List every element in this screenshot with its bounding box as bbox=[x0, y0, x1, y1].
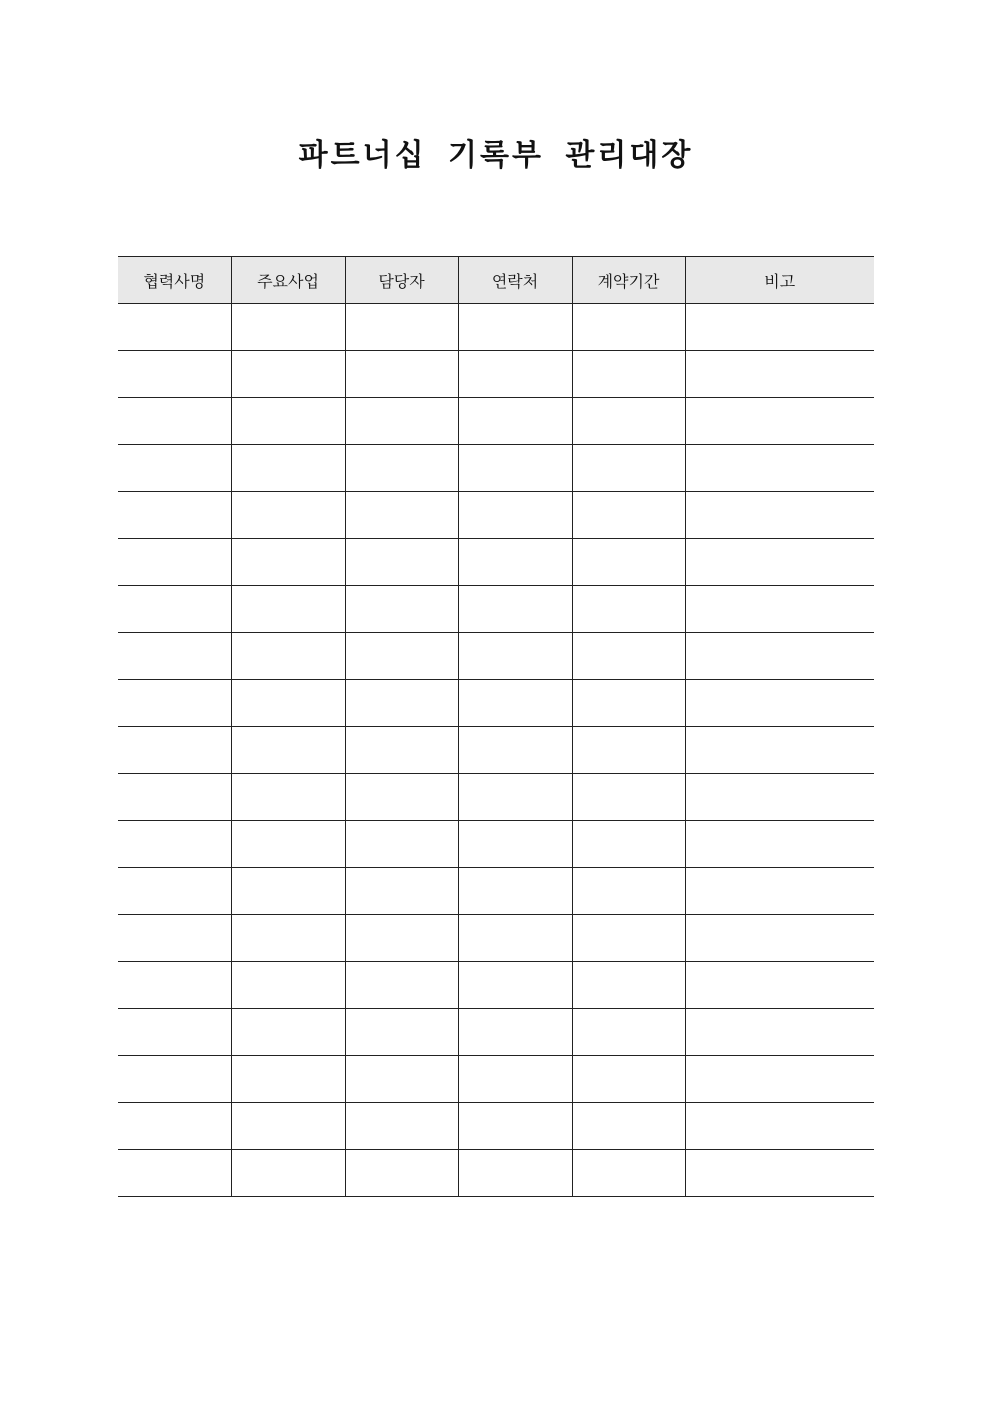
main-business-cell[interactable] bbox=[231, 962, 345, 1009]
contract-period-cell[interactable] bbox=[572, 962, 685, 1009]
remarks-cell[interactable] bbox=[685, 1103, 874, 1150]
phone-cell[interactable] bbox=[458, 539, 572, 586]
partner-name-cell[interactable] bbox=[118, 492, 231, 539]
phone-cell[interactable] bbox=[458, 868, 572, 915]
partner-name-cell[interactable] bbox=[118, 727, 231, 774]
table-row bbox=[118, 586, 874, 633]
phone-cell[interactable] bbox=[458, 915, 572, 962]
contract-period-cell[interactable] bbox=[572, 304, 685, 351]
table-row bbox=[118, 445, 874, 492]
phone-cell[interactable] bbox=[458, 727, 572, 774]
main-business-cell[interactable] bbox=[231, 539, 345, 586]
contract-period-cell[interactable] bbox=[572, 1103, 685, 1150]
contact-person-cell[interactable] bbox=[345, 398, 458, 445]
phone-cell[interactable] bbox=[458, 492, 572, 539]
contract-period-cell[interactable] bbox=[572, 680, 685, 727]
contract-period-cell[interactable] bbox=[572, 774, 685, 821]
partner-name-cell[interactable] bbox=[118, 633, 231, 680]
main-business-cell[interactable] bbox=[231, 727, 345, 774]
remarks-cell[interactable] bbox=[685, 962, 874, 1009]
column-header-phone: 연락처 bbox=[458, 257, 572, 304]
remarks-cell[interactable] bbox=[685, 774, 874, 821]
table-header-row bbox=[118, 257, 874, 304]
contact-person-cell[interactable] bbox=[345, 351, 458, 398]
contract-period-cell[interactable] bbox=[572, 539, 685, 586]
table-row bbox=[118, 821, 874, 868]
contact-person-cell[interactable] bbox=[345, 1009, 458, 1056]
column-header-partner-name: 협력사명 bbox=[118, 257, 231, 304]
phone-cell[interactable] bbox=[458, 398, 572, 445]
contact-person-cell[interactable] bbox=[345, 304, 458, 351]
remarks-cell[interactable] bbox=[685, 398, 874, 445]
remarks-cell[interactable] bbox=[685, 304, 874, 351]
contract-period-cell[interactable] bbox=[572, 445, 685, 492]
contract-period-cell[interactable] bbox=[572, 868, 685, 915]
main-business-cell[interactable] bbox=[231, 586, 345, 633]
contact-person-cell[interactable] bbox=[345, 1056, 458, 1103]
table-row bbox=[118, 1009, 874, 1056]
contract-period-cell[interactable] bbox=[572, 633, 685, 680]
table-row bbox=[118, 1150, 874, 1197]
contract-period-cell[interactable] bbox=[572, 351, 685, 398]
contact-person-cell[interactable] bbox=[345, 633, 458, 680]
column-header-contract-period: 계약기간 bbox=[572, 257, 685, 304]
partner-name-cell[interactable] bbox=[118, 351, 231, 398]
remarks-cell[interactable] bbox=[685, 539, 874, 586]
contact-person-cell[interactable] bbox=[345, 821, 458, 868]
table-row bbox=[118, 351, 874, 398]
table-row bbox=[118, 962, 874, 1009]
contract-period-cell[interactable] bbox=[572, 1150, 685, 1197]
remarks-cell[interactable] bbox=[685, 492, 874, 539]
partner-name-cell[interactable] bbox=[118, 868, 231, 915]
contact-person-cell[interactable] bbox=[345, 539, 458, 586]
table-row bbox=[118, 1056, 874, 1103]
partner-name-cell[interactable] bbox=[118, 1009, 231, 1056]
contact-person-cell[interactable] bbox=[345, 727, 458, 774]
contract-period-cell[interactable] bbox=[572, 586, 685, 633]
main-business-cell[interactable] bbox=[231, 1009, 345, 1056]
contact-person-cell[interactable] bbox=[345, 445, 458, 492]
partner-name-cell[interactable] bbox=[118, 774, 231, 821]
remarks-cell[interactable] bbox=[685, 680, 874, 727]
partner-name-cell[interactable] bbox=[118, 1056, 231, 1103]
column-header-contact-person: 담당자 bbox=[345, 257, 458, 304]
main-business-cell[interactable] bbox=[231, 398, 345, 445]
contract-period-cell[interactable] bbox=[572, 915, 685, 962]
remarks-cell[interactable] bbox=[685, 1009, 874, 1056]
partner-name-cell[interactable] bbox=[118, 304, 231, 351]
main-business-cell[interactable] bbox=[231, 915, 345, 962]
contact-person-cell[interactable] bbox=[345, 1103, 458, 1150]
main-business-cell[interactable] bbox=[231, 1056, 345, 1103]
page-title: 파트너십 기록부 관리대장 bbox=[298, 138, 694, 173]
remarks-cell[interactable] bbox=[685, 821, 874, 868]
table-row bbox=[118, 727, 874, 774]
table-row bbox=[118, 774, 874, 821]
partner-name-cell[interactable] bbox=[118, 962, 231, 1009]
remarks-cell[interactable] bbox=[685, 586, 874, 633]
phone-cell[interactable] bbox=[458, 304, 572, 351]
table-row bbox=[118, 304, 874, 351]
remarks-cell[interactable] bbox=[685, 1056, 874, 1103]
table-row bbox=[118, 633, 874, 680]
table-row bbox=[118, 1103, 874, 1150]
contact-person-cell[interactable] bbox=[345, 774, 458, 821]
partner-name-cell[interactable] bbox=[118, 680, 231, 727]
main-business-cell[interactable] bbox=[231, 868, 345, 915]
partner-name-cell[interactable] bbox=[118, 398, 231, 445]
contract-period-cell[interactable] bbox=[572, 1056, 685, 1103]
partner-name-cell[interactable] bbox=[118, 586, 231, 633]
contact-person-cell[interactable] bbox=[345, 492, 458, 539]
main-business-cell[interactable] bbox=[231, 774, 345, 821]
table-row bbox=[118, 915, 874, 962]
contact-person-cell[interactable] bbox=[345, 1150, 458, 1197]
remarks-cell[interactable] bbox=[685, 915, 874, 962]
partnership-ledger-table bbox=[118, 256, 874, 1197]
contact-person-cell[interactable] bbox=[345, 680, 458, 727]
contact-person-cell[interactable] bbox=[345, 586, 458, 633]
partner-name-cell[interactable] bbox=[118, 1103, 231, 1150]
partner-name-cell[interactable] bbox=[118, 915, 231, 962]
table-row bbox=[118, 680, 874, 727]
phone-cell[interactable] bbox=[458, 1056, 572, 1103]
main-business-cell[interactable] bbox=[231, 633, 345, 680]
main-business-cell[interactable] bbox=[231, 1103, 345, 1150]
table-row bbox=[118, 398, 874, 445]
main-business-cell[interactable] bbox=[231, 821, 345, 868]
remarks-cell[interactable] bbox=[685, 633, 874, 680]
partner-name-cell[interactable] bbox=[118, 1150, 231, 1197]
phone-cell[interactable] bbox=[458, 680, 572, 727]
remarks-cell[interactable] bbox=[685, 868, 874, 915]
column-header-main-business: 주요사업 bbox=[231, 257, 345, 304]
contract-period-cell[interactable] bbox=[572, 492, 685, 539]
main-business-cell[interactable] bbox=[231, 1150, 345, 1197]
phone-cell[interactable] bbox=[458, 1009, 572, 1056]
remarks-cell[interactable] bbox=[685, 445, 874, 492]
main-business-cell[interactable] bbox=[231, 304, 345, 351]
remarks-cell[interactable] bbox=[685, 727, 874, 774]
partner-name-cell[interactable] bbox=[118, 821, 231, 868]
table-row bbox=[118, 539, 874, 586]
contact-person-cell[interactable] bbox=[345, 962, 458, 1009]
phone-cell[interactable] bbox=[458, 774, 572, 821]
phone-cell[interactable] bbox=[458, 1150, 572, 1197]
phone-cell[interactable] bbox=[458, 351, 572, 398]
contract-period-cell[interactable] bbox=[572, 727, 685, 774]
contract-period-cell[interactable] bbox=[572, 398, 685, 445]
contract-period-cell[interactable] bbox=[572, 1009, 685, 1056]
partner-name-cell[interactable] bbox=[118, 445, 231, 492]
remarks-cell[interactable] bbox=[685, 1150, 874, 1197]
table-row bbox=[118, 492, 874, 539]
main-business-cell[interactable] bbox=[231, 492, 345, 539]
contact-person-cell[interactable] bbox=[345, 915, 458, 962]
contact-person-cell[interactable] bbox=[345, 868, 458, 915]
main-business-cell[interactable] bbox=[231, 445, 345, 492]
column-header-remarks: 비고 bbox=[685, 257, 874, 304]
partner-name-cell[interactable] bbox=[118, 539, 231, 586]
main-business-cell[interactable] bbox=[231, 680, 345, 727]
table-row bbox=[118, 868, 874, 915]
phone-cell[interactable] bbox=[458, 821, 572, 868]
phone-cell[interactable] bbox=[458, 633, 572, 680]
phone-cell[interactable] bbox=[458, 1103, 572, 1150]
phone-cell[interactable] bbox=[458, 586, 572, 633]
phone-cell[interactable] bbox=[458, 445, 572, 492]
contract-period-cell[interactable] bbox=[572, 821, 685, 868]
remarks-cell[interactable] bbox=[685, 351, 874, 398]
phone-cell[interactable] bbox=[458, 962, 572, 1009]
main-business-cell[interactable] bbox=[231, 351, 345, 398]
